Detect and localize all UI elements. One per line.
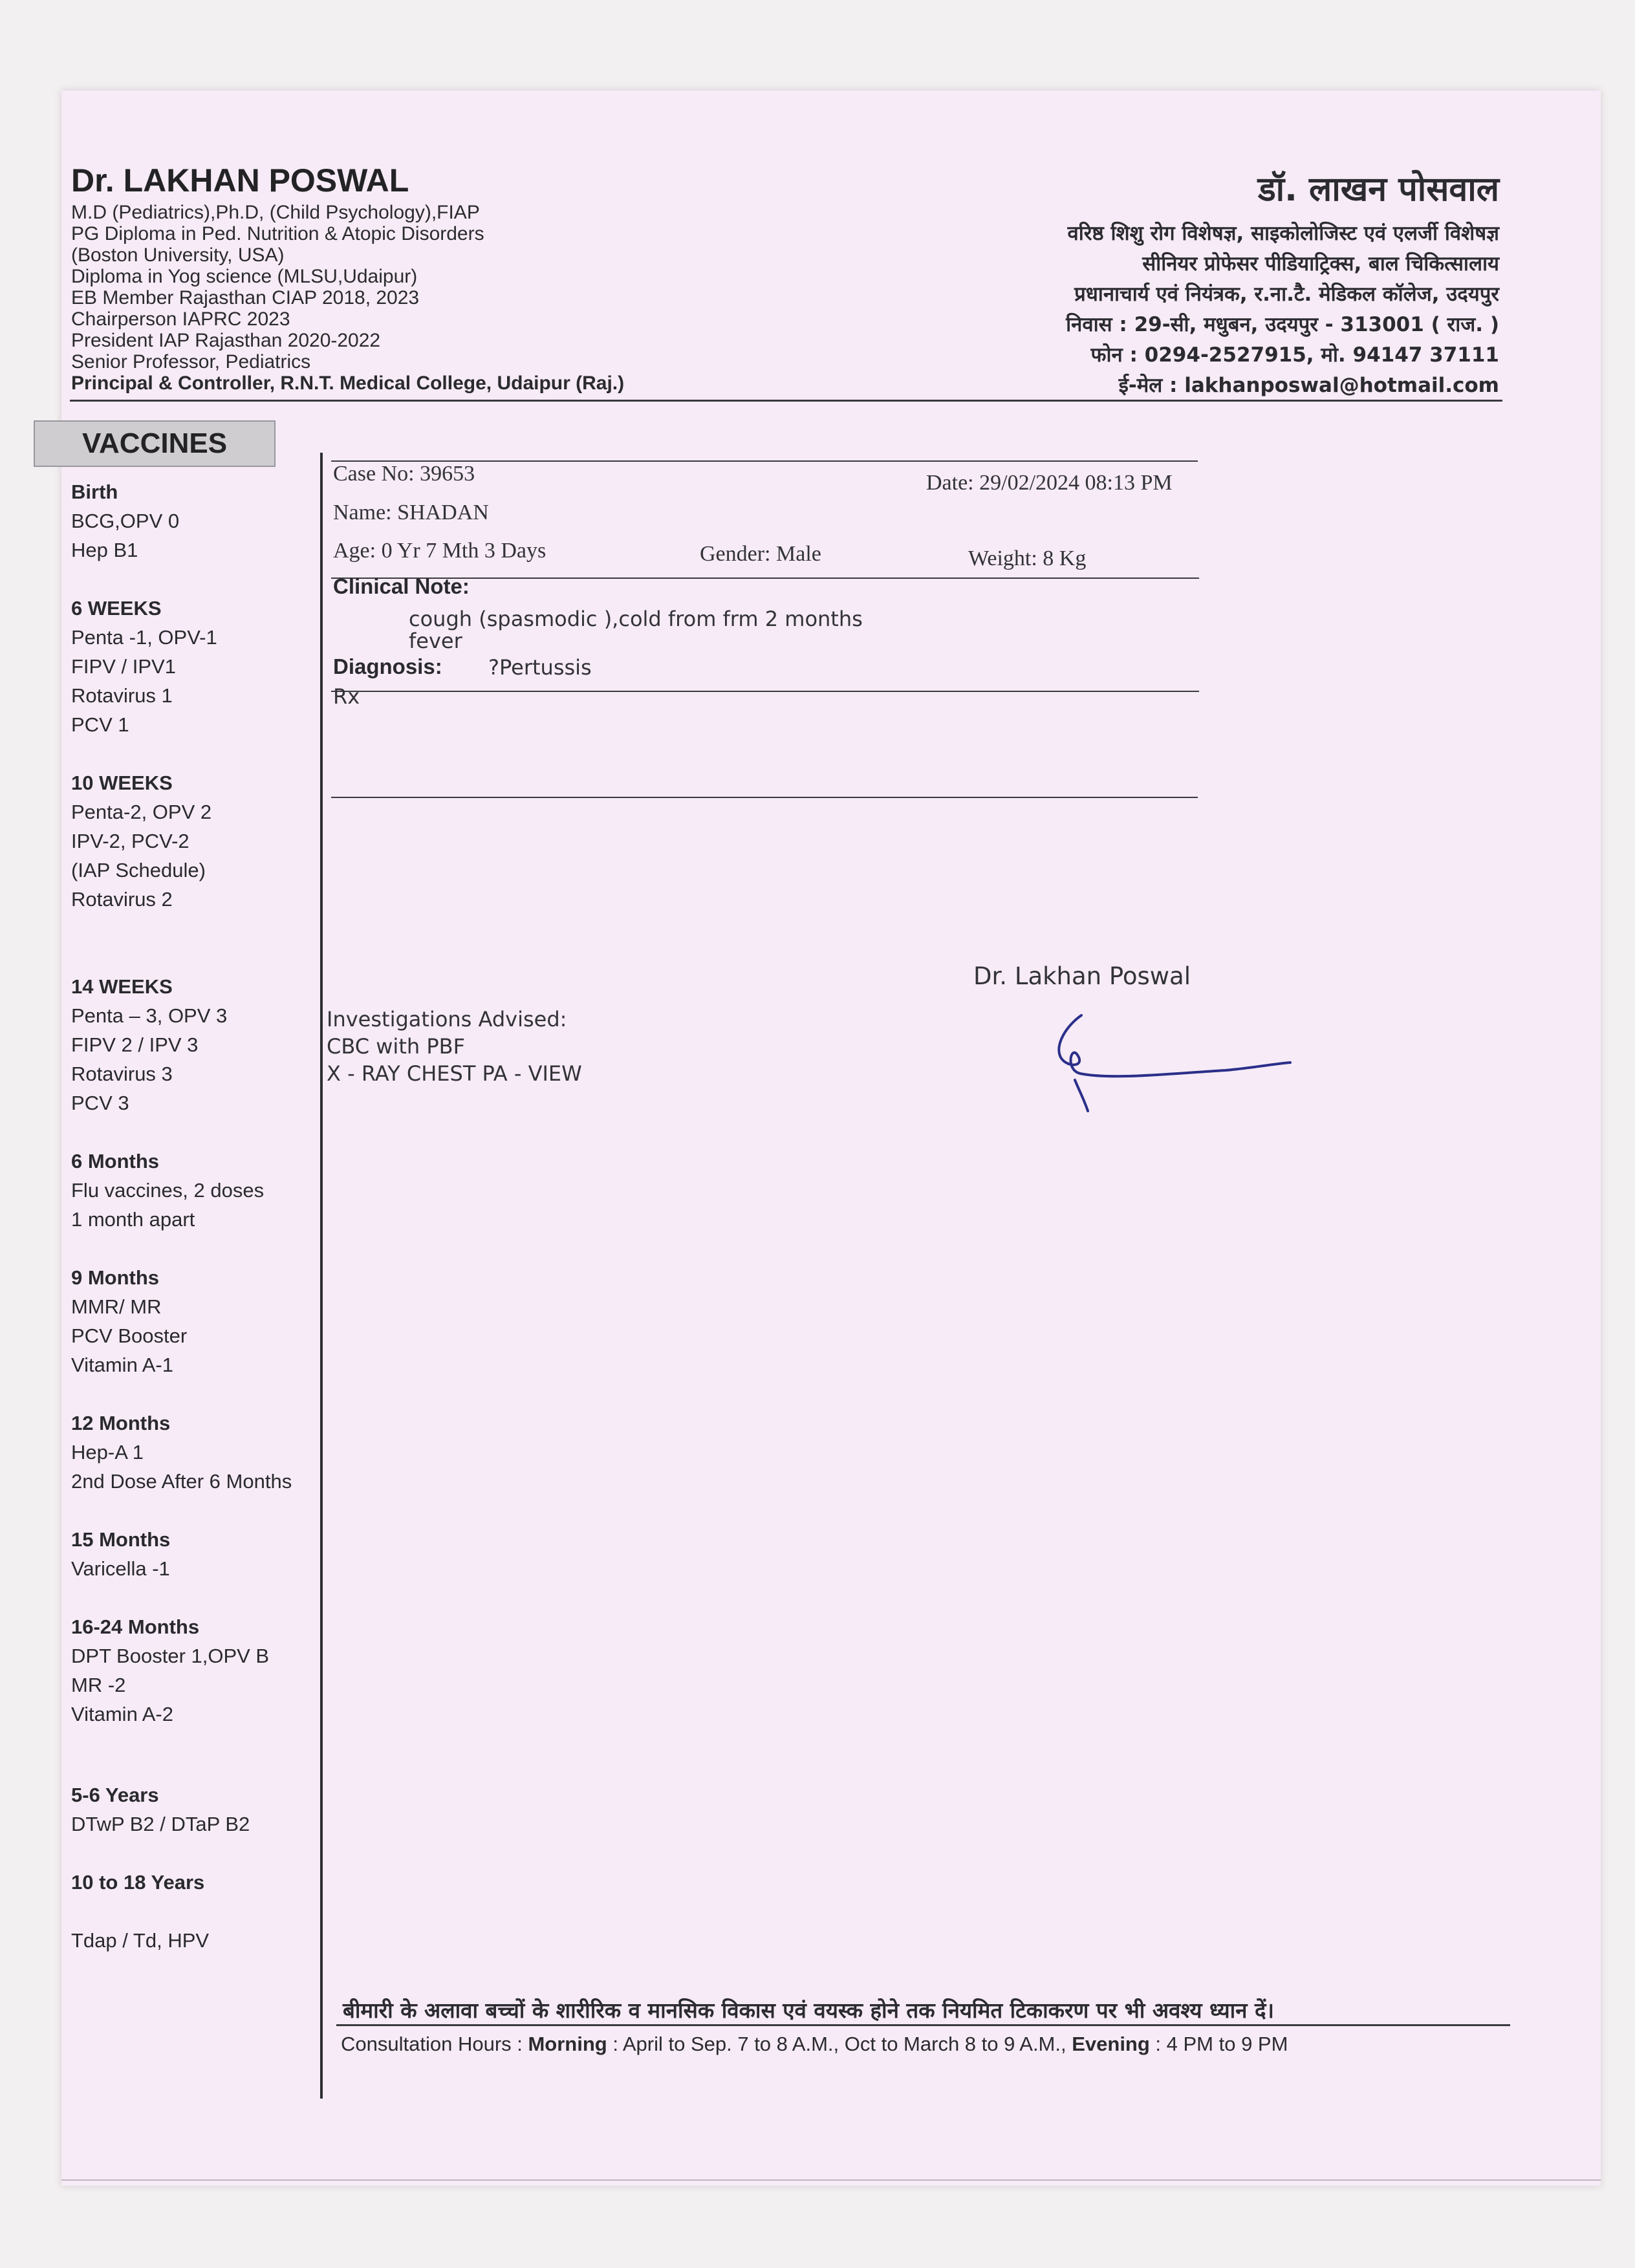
rx-rule — [331, 797, 1198, 798]
vaccine-item: Vitamin A-1 — [71, 1354, 173, 1376]
vaccine-item: Tdap / Td, HPV — [71, 1929, 210, 1952]
prescription-sheet — [61, 91, 1601, 2186]
vaccine-item: MMR/ MR — [71, 1295, 162, 1318]
clinical-note — [409, 608, 863, 652]
hindi-line: वरिष्ठ शिशु रोग विशेषज्ञ, साइकोलोजिस्ट एवं एलर्जी विशेषज्ञ — [1067, 222, 1499, 245]
investigation-item: X - RAY CHEST PA - VIEW — [327, 1061, 582, 1086]
qualification-line: Senior Professor, Pediatrics — [71, 351, 311, 373]
qualification-line: Principal & Controller, R.N.T. Medical College, Udaipur (Raj.) — [71, 373, 625, 394]
qualification-line: EB Member Rajasthan CIAP 2018, 2023 — [71, 287, 420, 308]
header-divider — [70, 400, 1502, 402]
footer-divider — [336, 2024, 1510, 2026]
vaccine-item: Penta -1, OPV-1 — [71, 626, 217, 649]
sheet-bottom-edge — [61, 2179, 1601, 2181]
vaccine-item: Flu vaccines, 2 doses — [71, 1179, 265, 1202]
vaccine-item: FIPV 2 / IPV 3 — [71, 1033, 199, 1056]
diagnosis-value: ?Pertussis — [488, 655, 592, 680]
vaccine-group-title: 12 Months — [71, 1412, 171, 1434]
hindi-footer-note: बीमारी के अलावा बच्चों के शारीरिक व मानसिक विकास एवं वयस्क होने तक नियमित टिकाकरण पर भी अवश्य ध्यान दें। — [343, 1998, 1274, 2023]
evening-label: Evening — [1072, 2033, 1150, 2055]
sidebar-divider — [320, 453, 323, 2099]
vaccine-item: (IAP Schedule) — [71, 859, 206, 881]
vaccine-group — [71, 1926, 209, 1955]
vaccine-group — [71, 1868, 204, 1897]
vaccine-item: 1 month apart — [71, 1208, 195, 1231]
vaccine-item: PCV Booster — [71, 1324, 188, 1347]
morning-hours: : April to Sep. 7 to 8 A.M., Oct to March 8 to 9 A.M., — [607, 2033, 1072, 2055]
vaccine-item: Rotavirus 3 — [71, 1063, 173, 1085]
evening-hours: : 4 PM to 9 PM — [1149, 2033, 1288, 2055]
patient-weight: Weight: 8 Kg — [968, 546, 1087, 570]
vaccine-item: BCG,OPV 0 — [71, 510, 180, 532]
vaccine-group — [71, 1409, 292, 1496]
vaccine-group-title: 6 WEEKS — [71, 597, 162, 620]
signature-mark — [1041, 1009, 1300, 1119]
investigations-label: Investigations Advised: — [327, 1007, 567, 1031]
vaccine-item: Varicella -1 — [71, 1557, 170, 1580]
vaccine-group-title: 10 to 18 Years — [71, 1871, 205, 1894]
rx-label: Rx — [333, 684, 360, 709]
qualification-line: (Boston University, USA) — [71, 244, 285, 266]
vaccine-item: 2nd Dose After 6 Months — [71, 1470, 292, 1493]
vaccine-group — [71, 972, 227, 1118]
hindi-header — [1066, 165, 1499, 401]
vaccine-group-title: 9 Months — [71, 1266, 160, 1289]
vaccine-group — [71, 477, 179, 565]
vaccines-title: VACCINES — [34, 420, 276, 467]
vaccine-item: IPV-2, PCV-2 — [71, 830, 189, 852]
vaccine-group — [71, 1263, 187, 1379]
vaccine-item: Penta-2, OPV 2 — [71, 801, 212, 823]
investigations — [327, 1006, 582, 1087]
vaccine-group — [71, 768, 211, 914]
vaccine-group-title: Birth — [71, 481, 118, 503]
patient-age: Age: 0 Yr 7 Mth 3 Days — [333, 539, 547, 563]
qualifications — [71, 202, 624, 394]
hindi-line: सीनियर प्रोफेसर पीडियाट्रिक्स, बाल चिकित्सालाय — [1142, 252, 1499, 275]
qualification-line: Diploma in Yog science (MLSU,Udaipur) — [71, 266, 418, 287]
clinical-note-line: fever — [409, 629, 462, 653]
qualification-line: Chairperson IAPRC 2023 — [71, 308, 290, 330]
vaccine-item: FIPV / IPV1 — [71, 655, 176, 678]
vaccine-item: Hep B1 — [71, 539, 138, 561]
vaccine-group — [71, 594, 217, 739]
vaccine-group-title: 15 Months — [71, 1528, 171, 1551]
vaccine-item: DTwP B2 / DTaP B2 — [71, 1813, 250, 1835]
vaccine-group — [71, 1525, 170, 1583]
visit-date: Date: 29/02/2024 08:13 PM — [926, 471, 1173, 495]
clinical-note-line: cough (spasmodic ),cold from frm 2 months — [409, 607, 863, 631]
doctor-name: Dr. LAKHAN POSWAL — [71, 162, 409, 199]
consultation-label: Consultation Hours : — [341, 2033, 528, 2055]
diagnosis-label: Diagnosis: — [333, 654, 442, 678]
investigation-item: CBC with PBF — [327, 1034, 465, 1059]
vaccine-item: Penta – 3, OPV 3 — [71, 1004, 228, 1027]
vaccine-group-title: 16-24 Months — [71, 1615, 200, 1638]
vaccine-item: Hep-A 1 — [71, 1441, 144, 1463]
vaccine-item: Rotavirus 2 — [71, 888, 173, 911]
hindi-line: फोन : 0294-2527915, मो. 94147 37111 — [1090, 343, 1499, 367]
vaccine-item: Vitamin A-2 — [71, 1703, 173, 1725]
vaccine-group-title: 5-6 Years — [71, 1784, 159, 1806]
vaccine-group — [71, 1612, 269, 1729]
vaccine-group-title: 10 WEEKS — [71, 772, 173, 794]
vaccine-item: PCV 1 — [71, 713, 129, 736]
hindi-doctor-name: डॉ. लाखन पोसवाल — [1257, 170, 1499, 209]
clinical-note-label: Clinical Note: — [333, 574, 470, 598]
case-number: Case No: 39653 — [333, 462, 475, 486]
vaccine-group-title: 6 Months — [71, 1150, 160, 1172]
qualification-line: M.D (Pediatrics),Ph.D, (Child Psychology),FIAP — [71, 202, 480, 223]
vaccine-item: Rotavirus 1 — [71, 684, 173, 707]
signature-name: Dr. Lakhan Poswal — [973, 962, 1191, 990]
hindi-email-line: ई-मेल : lakhanposwal@hotmail.com — [1118, 374, 1499, 397]
patient-gender: Gender: Male — [700, 542, 821, 566]
qualification-line: President IAP Rajasthan 2020-2022 — [71, 330, 381, 351]
qualification-line: PG Diploma in Ped. Nutrition & Atopic Disorders — [71, 223, 484, 244]
vaccine-item: MR -2 — [71, 1674, 126, 1696]
hindi-line: निवास : 29-सी, मधुबन, उदयपुर - 313001 ( राज. ) — [1066, 313, 1499, 336]
consultation-hours — [341, 2033, 1288, 2056]
vaccine-item: DPT Booster 1,OPV B — [71, 1645, 270, 1667]
vaccine-group-title: 14 WEEKS — [71, 975, 173, 998]
vaccine-group — [71, 1147, 264, 1234]
vaccine-group — [71, 1780, 250, 1839]
vaccine-item: PCV 3 — [71, 1092, 129, 1114]
diagnosis-rule — [331, 691, 1199, 692]
morning-label: Morning — [528, 2033, 607, 2055]
patient-name: Name: SHADAN — [333, 501, 489, 524]
hindi-line: प्रधानाचार्य एवं नियंत्रक, र.ना.टै. मेडिकल कॉलेज, उदयपुर — [1074, 283, 1499, 306]
